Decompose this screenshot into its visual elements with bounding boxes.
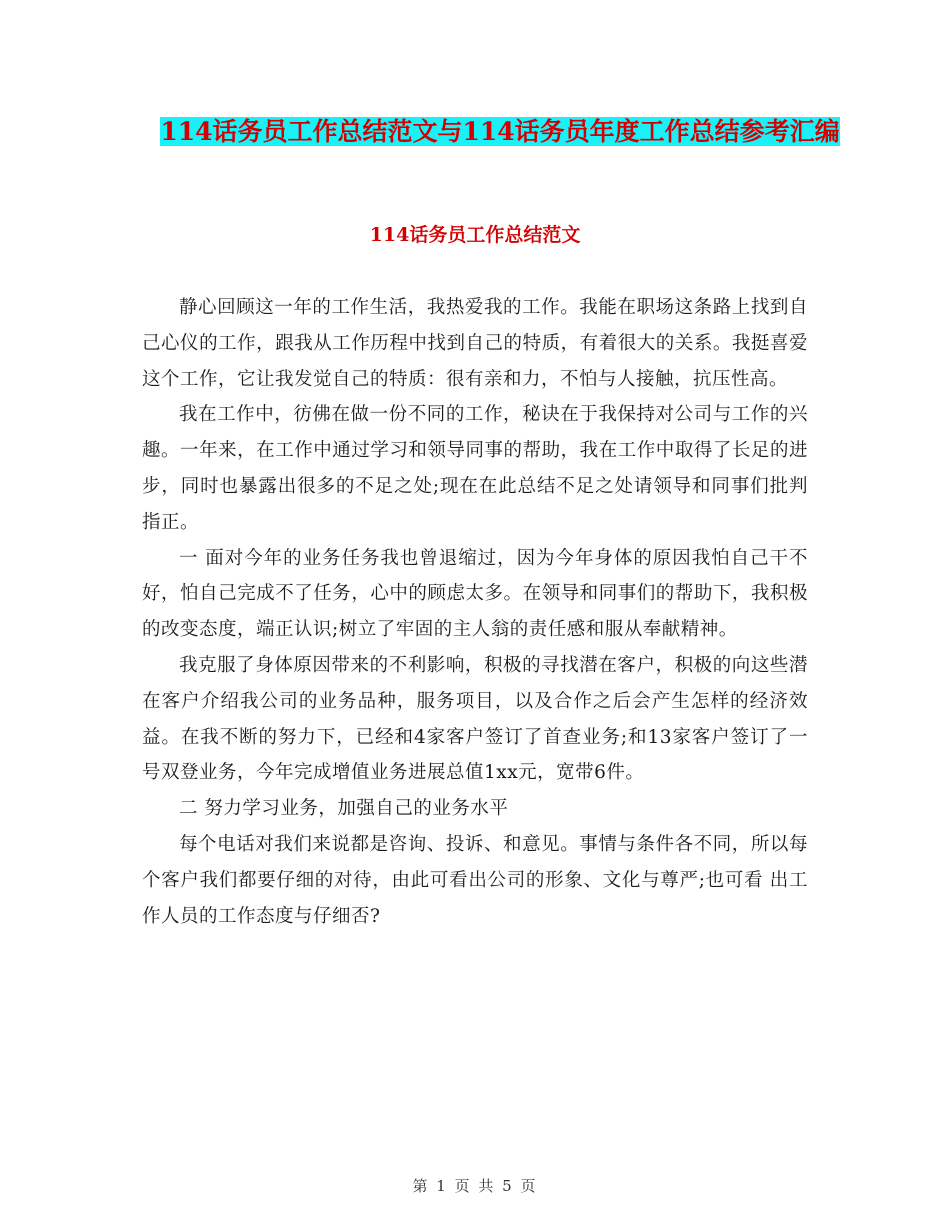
paragraph: 每个电话对我们来说都是咨询、投诉、和意见。事情与条件各不同，所以每个客户我们都要仔细的对待，由此可看出公司的形象、文化与尊严;也可看 出工作人员的工作态度与仔细否?: [142, 833, 808, 927]
paragraph: 一 面对今年的业务任务我也曾退缩过，因为今年身体的原因我怕自己干不好，怕自己完成不了任务，心中的顾虑太多。在领导和同事们的帮助下，我积极的改变态度，端正认识;树立了牢固的主人翁的责任感和服从奉献精神。: [142, 547, 808, 641]
paragraph: 我在工作中，彷佛在做一份不同的工作，秘诀在于我保持对公司与工作的兴趣。一年来，在工作中通过学习和领导同事的帮助，我在工作中取得了长足的进步，同时也暴露出很多的不足之处;现在在此总结不足之处请领导和同事们批判指正。: [142, 404, 808, 533]
document-title-highlight: 114话务员工作总结范文与114话务员年度工作总结参考汇编: [160, 117, 840, 146]
document-title: [140, 108, 860, 156]
document-body: [142, 290, 808, 934]
paragraph: 我克服了身体原因带来的不利影响，积极的寻找潜在客户，积极的向这些潜在客户介绍我公司的业务品种，服务项目，以及合作之后会产生怎样的经济效益。在我不断的努力下，已经和4家客户签订了首查业务;和13家客户签订了一号双登业务，今年完成增值业务进展总值1xx元，宽带6件。: [142, 654, 808, 784]
section-title: 114话务员工作总结范文: [369, 224, 581, 246]
paragraph: 静心回顾这一年的工作生活，我热爱我的工作。我能在职场这条路上找到自己心仪的工作，跟我从工作历程中找到自己的特质，有着很大的关系。我挺喜爱这个工作，它让我发觉自己的特质：很有亲和力，不怕与人接触，抗压性高。: [142, 297, 808, 390]
page-footer: 第 1 页 共 5 页: [412, 1177, 538, 1195]
paragraph: 二 努力学习业务，加强自己的业务水平: [179, 798, 509, 820]
